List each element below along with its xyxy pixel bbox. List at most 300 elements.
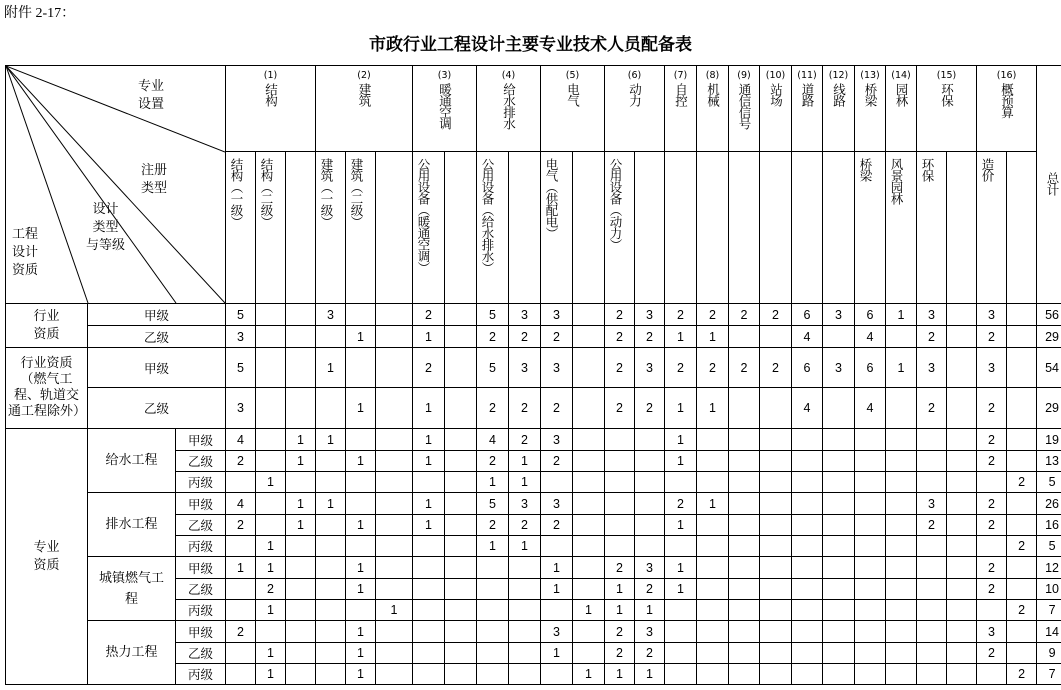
staff-count-cell <box>316 515 346 536</box>
staff-count-cell <box>605 472 635 493</box>
staff-count-cell <box>665 621 697 643</box>
industry-qualification-excl-cell <box>6 348 88 429</box>
staff-count-cell <box>445 451 477 472</box>
staff-count-cell <box>823 388 855 429</box>
staff-count-cell: 6 <box>855 304 886 326</box>
specialty-group-header <box>855 66 886 152</box>
staff-count-cell: 3 <box>541 429 573 451</box>
staff-count-cell <box>445 621 477 643</box>
staff-count-cell <box>729 536 760 557</box>
staff-count-cell <box>316 664 346 685</box>
staff-count-cell <box>823 621 855 643</box>
specialty-number: (1) <box>263 70 278 81</box>
registration-type-header <box>509 152 541 304</box>
staff-count-cell: 1 <box>541 643 573 664</box>
staff-count-cell: 2 <box>977 579 1007 600</box>
staff-count-cell <box>316 451 346 472</box>
staff-count-cell <box>760 326 792 348</box>
design-type-cell <box>88 557 176 621</box>
staff-count-cell: 4 <box>855 388 886 429</box>
staff-count-cell: 2 <box>697 348 729 388</box>
staff-count-cell <box>509 600 541 621</box>
staff-count-cell <box>760 621 792 643</box>
staff-count-cell: 2 <box>605 388 635 429</box>
staff-count-cell <box>413 643 445 664</box>
staff-count-cell: 3 <box>823 304 855 326</box>
staff-count-cell: 3 <box>316 304 346 326</box>
staff-count-cell <box>947 429 977 451</box>
staff-count-cell <box>605 429 635 451</box>
staff-count-cell: 3 <box>509 493 541 515</box>
specialty-label: 电气 <box>565 83 581 106</box>
staff-count-cell <box>635 429 665 451</box>
grade-cell: 乙级 <box>88 388 226 429</box>
staff-count-cell <box>792 451 823 472</box>
specialty-label: 道路 <box>800 83 816 106</box>
staff-count-cell <box>947 515 977 536</box>
staff-count-cell: 3 <box>635 621 665 643</box>
grade-cell: 乙级 <box>176 579 226 600</box>
staff-count-cell: 1 <box>256 600 286 621</box>
design-type-cell <box>88 429 176 493</box>
staff-count-cell: 3 <box>226 388 256 429</box>
design-type-label: 热力工程 <box>105 645 158 660</box>
staff-count-cell <box>509 579 541 600</box>
staff-count-cell: 6 <box>792 304 823 326</box>
staff-count-cell: 3 <box>541 493 573 515</box>
staff-count-cell <box>823 600 855 621</box>
staff-count-cell: 2 <box>1007 472 1037 493</box>
staff-count-cell <box>697 600 729 621</box>
grade-cell: 乙级 <box>88 326 226 348</box>
staff-count-cell <box>413 579 445 600</box>
staff-count-cell: 2 <box>977 643 1007 664</box>
staff-count-cell <box>226 643 256 664</box>
staff-count-cell <box>886 451 917 472</box>
staff-count-cell <box>792 621 823 643</box>
grade-cell: 乙级 <box>176 515 226 536</box>
staff-count-cell <box>541 472 573 493</box>
staff-count-cell <box>605 536 635 557</box>
staff-count-cell <box>855 536 886 557</box>
staff-count-cell <box>445 536 477 557</box>
staff-count-cell <box>729 451 760 472</box>
staff-count-cell <box>477 621 509 643</box>
registration-type-header <box>316 152 346 304</box>
total-cell: 19 <box>1037 429 1061 451</box>
staff-count-cell <box>917 621 947 643</box>
specialty-number: (7) <box>673 70 688 81</box>
staff-count-cell <box>792 664 823 685</box>
staff-count-cell <box>573 451 605 472</box>
staff-count-cell <box>697 664 729 685</box>
staff-count-cell <box>226 664 256 685</box>
staff-count-cell: 1 <box>346 643 376 664</box>
staff-count-cell: 1 <box>413 515 445 536</box>
staff-count-cell <box>886 472 917 493</box>
staff-count-cell <box>886 536 917 557</box>
staff-count-cell <box>823 472 855 493</box>
staff-count-cell <box>792 493 823 515</box>
staff-count-cell <box>256 348 286 388</box>
specialty-group-header <box>541 66 605 152</box>
registration-type-header <box>635 152 665 304</box>
staff-count-cell <box>697 451 729 472</box>
staff-count-cell: 2 <box>977 557 1007 579</box>
staff-count-cell <box>316 326 346 348</box>
staff-count-cell <box>376 621 413 643</box>
staff-count-cell <box>445 579 477 600</box>
specialty-label: 环保 <box>939 83 955 106</box>
staff-count-cell <box>445 515 477 536</box>
table-row <box>6 557 1061 579</box>
staff-count-cell <box>823 326 855 348</box>
registration-type-header <box>541 152 573 304</box>
specialty-label: 结构 <box>263 83 279 106</box>
staff-count-cell <box>605 493 635 515</box>
design-type-label: 给水工程 <box>105 453 158 468</box>
specialty-group-header <box>760 66 792 152</box>
staff-count-cell <box>855 472 886 493</box>
staff-count-cell <box>977 472 1007 493</box>
staff-count-cell <box>226 472 256 493</box>
staff-count-cell: 2 <box>1007 600 1037 621</box>
staff-count-cell: 2 <box>509 429 541 451</box>
staff-count-cell: 1 <box>286 515 316 536</box>
staff-count-cell <box>256 388 286 429</box>
staff-count-cell <box>286 304 316 326</box>
total-cell: 14 <box>1037 621 1061 643</box>
registration-type-label: 结构（一级） <box>229 158 245 227</box>
staff-count-cell <box>697 643 729 664</box>
staff-count-cell: 2 <box>477 451 509 472</box>
specialty-label: 园林 <box>894 83 910 106</box>
staff-count-cell: 1 <box>573 664 605 685</box>
specialty-group-header <box>605 66 665 152</box>
staff-count-cell: 3 <box>541 348 573 388</box>
staff-count-cell <box>286 664 316 685</box>
staff-count-cell: 4 <box>477 429 509 451</box>
staff-count-cell: 1 <box>346 388 376 429</box>
staff-count-cell <box>792 429 823 451</box>
staff-count-cell <box>376 429 413 451</box>
staff-count-cell <box>376 664 413 685</box>
staff-count-cell <box>413 472 445 493</box>
staff-count-cell <box>947 348 977 388</box>
staff-count-cell <box>697 579 729 600</box>
staff-count-cell <box>760 451 792 472</box>
staff-count-cell <box>376 493 413 515</box>
staff-count-cell <box>977 664 1007 685</box>
staff-count-cell <box>947 536 977 557</box>
staff-count-cell <box>697 621 729 643</box>
staff-count-cell: 2 <box>977 429 1007 451</box>
staff-count-cell <box>445 326 477 348</box>
professional-qualification-label: 专业 资质 <box>33 539 60 573</box>
staff-count-cell: 6 <box>792 348 823 388</box>
staff-count-cell: 2 <box>665 493 697 515</box>
registration-type-header <box>226 152 256 304</box>
specialty-number: (13) <box>860 70 880 81</box>
staff-count-cell <box>541 536 573 557</box>
total-cell: 7 <box>1037 600 1061 621</box>
staff-count-cell <box>509 621 541 643</box>
registration-type-header <box>286 152 316 304</box>
staff-count-cell <box>413 600 445 621</box>
specialty-group-header <box>917 66 977 152</box>
total-label: 总计 <box>1045 171 1061 195</box>
registration-type-header <box>947 152 977 304</box>
staff-count-cell <box>1007 579 1037 600</box>
staff-count-cell: 2 <box>605 621 635 643</box>
staff-count-cell <box>573 621 605 643</box>
staff-count-cell <box>855 579 886 600</box>
specialty-label: 暖通空调 <box>437 83 453 129</box>
staff-count-cell <box>886 326 917 348</box>
staff-count-cell: 1 <box>477 536 509 557</box>
staff-count-cell <box>635 451 665 472</box>
staff-count-cell <box>316 600 346 621</box>
staff-count-cell <box>947 493 977 515</box>
specialty-number: (11) <box>797 70 817 81</box>
staff-count-cell: 2 <box>509 326 541 348</box>
staff-count-cell: 1 <box>509 472 541 493</box>
staff-count-cell: 2 <box>977 493 1007 515</box>
staff-count-cell: 2 <box>226 515 256 536</box>
staff-count-cell: 3 <box>823 348 855 388</box>
staff-count-cell: 3 <box>541 304 573 326</box>
staff-count-cell: 3 <box>917 348 947 388</box>
staff-count-cell <box>256 451 286 472</box>
staff-count-cell <box>947 579 977 600</box>
registration-type-label: 造价 <box>980 158 996 181</box>
staff-count-cell <box>760 493 792 515</box>
staff-count-cell: 2 <box>541 515 573 536</box>
staff-count-cell <box>635 536 665 557</box>
staff-count-cell <box>823 493 855 515</box>
registration-type-header <box>760 152 792 304</box>
staff-count-cell <box>509 664 541 685</box>
staff-count-cell <box>1007 643 1037 664</box>
staff-count-cell <box>573 515 605 536</box>
staff-count-cell <box>316 557 346 579</box>
staff-count-cell <box>823 579 855 600</box>
grade-cell: 甲级 <box>176 429 226 451</box>
table-row <box>6 348 1061 388</box>
staff-count-cell <box>977 536 1007 557</box>
staff-count-cell: 2 <box>541 388 573 429</box>
staff-count-cell <box>886 621 917 643</box>
staff-count-cell <box>947 472 977 493</box>
staff-count-cell: 3 <box>977 304 1007 326</box>
staff-count-cell <box>316 536 346 557</box>
staff-count-cell <box>855 621 886 643</box>
registration-type-label: 公用设备（暖通空调） <box>416 158 432 273</box>
staff-count-cell <box>760 643 792 664</box>
staff-count-cell <box>376 326 413 348</box>
registration-type-label: 公用设备（给水排水） <box>480 158 496 273</box>
staff-count-cell <box>346 472 376 493</box>
staff-count-cell <box>445 600 477 621</box>
staff-count-cell <box>1007 348 1037 388</box>
staff-count-cell <box>256 493 286 515</box>
staff-count-cell <box>477 600 509 621</box>
staff-count-cell <box>226 579 256 600</box>
staff-count-cell <box>573 536 605 557</box>
registration-type-label: 电气（供配电） <box>544 158 560 239</box>
specialty-group-header <box>413 66 477 152</box>
staff-count-cell <box>729 493 760 515</box>
staff-count-cell: 3 <box>541 621 573 643</box>
staff-count-cell <box>886 493 917 515</box>
staff-count-cell <box>886 388 917 429</box>
staff-count-cell: 1 <box>346 621 376 643</box>
grade-cell: 乙级 <box>176 451 226 472</box>
total-cell: 12 <box>1037 557 1061 579</box>
specialty-number: (6) <box>627 70 642 81</box>
staff-count-cell <box>376 557 413 579</box>
staff-count-cell: 2 <box>541 451 573 472</box>
registration-type-label: 桥梁 <box>858 158 874 181</box>
staff-count-cell <box>760 536 792 557</box>
staff-count-cell <box>346 493 376 515</box>
staff-count-cell: 1 <box>413 451 445 472</box>
registration-type-label: 风景园林 <box>889 158 905 204</box>
staff-count-cell: 6 <box>855 348 886 388</box>
staff-count-cell <box>286 536 316 557</box>
registration-type-label: 结构（二级） <box>259 158 275 227</box>
staff-count-cell <box>917 429 947 451</box>
registration-type-header <box>256 152 286 304</box>
staff-count-cell: 2 <box>635 388 665 429</box>
staff-count-cell <box>886 429 917 451</box>
registration-type-header <box>697 152 729 304</box>
staff-count-cell: 1 <box>605 579 635 600</box>
staff-count-cell <box>729 664 760 685</box>
specialty-group-header <box>226 66 316 152</box>
staff-count-cell <box>413 664 445 685</box>
staff-count-cell <box>729 600 760 621</box>
total-header <box>1037 66 1061 304</box>
staff-count-cell <box>376 643 413 664</box>
total-cell: 16 <box>1037 515 1061 536</box>
grade-cell: 甲级 <box>88 304 226 326</box>
staff-count-cell <box>286 600 316 621</box>
staff-count-cell: 2 <box>1007 536 1037 557</box>
specialty-number: (14) <box>891 70 911 81</box>
staff-count-cell: 2 <box>635 326 665 348</box>
staff-count-cell <box>823 557 855 579</box>
staff-count-cell <box>573 326 605 348</box>
specialty-label: 机械 <box>705 83 721 106</box>
staff-count-cell: 2 <box>760 348 792 388</box>
staff-count-cell: 2 <box>509 515 541 536</box>
staff-count-cell <box>917 557 947 579</box>
registration-type-header <box>665 152 697 304</box>
staff-count-cell: 1 <box>256 664 286 685</box>
staff-count-cell <box>1007 388 1037 429</box>
staff-count-cell: 1 <box>346 451 376 472</box>
staff-count-cell: 2 <box>413 348 445 388</box>
registration-type-header <box>977 152 1007 304</box>
registration-type-label: 建筑（一级） <box>319 158 335 227</box>
registration-type-header <box>917 152 947 304</box>
staff-count-cell <box>917 600 947 621</box>
specialty-group-header <box>792 66 823 152</box>
staff-count-cell <box>665 472 697 493</box>
staff-count-cell <box>376 579 413 600</box>
staff-count-cell: 2 <box>917 515 947 536</box>
staff-count-cell <box>573 493 605 515</box>
registration-type-label: 公用设备（动力） <box>608 158 624 250</box>
staff-count-cell <box>947 643 977 664</box>
grade-cell: 丙级 <box>176 600 226 621</box>
staff-count-cell: 1 <box>256 643 286 664</box>
staff-count-cell <box>635 472 665 493</box>
staff-count-cell: 1 <box>541 557 573 579</box>
staff-count-cell: 1 <box>286 429 316 451</box>
staff-count-cell <box>445 472 477 493</box>
staff-count-cell <box>541 664 573 685</box>
registration-type-header <box>855 152 886 304</box>
staff-count-cell <box>792 579 823 600</box>
staff-count-cell: 2 <box>605 643 635 664</box>
staff-count-cell: 5 <box>226 304 256 326</box>
staff-count-cell <box>509 557 541 579</box>
staff-count-cell: 1 <box>286 493 316 515</box>
staff-count-cell: 1 <box>605 600 635 621</box>
staff-count-cell <box>256 326 286 348</box>
staff-count-cell <box>541 600 573 621</box>
staff-count-cell <box>917 643 947 664</box>
specialty-label: 自控 <box>673 83 689 106</box>
specialty-number: (10) <box>765 70 786 81</box>
table-row <box>6 621 1061 643</box>
staff-count-cell <box>760 600 792 621</box>
staff-count-cell: 1 <box>346 515 376 536</box>
staff-count-cell <box>477 643 509 664</box>
staff-count-cell: 5 <box>226 348 256 388</box>
staff-count-cell <box>855 600 886 621</box>
staff-count-cell: 1 <box>665 515 697 536</box>
staff-count-cell: 2 <box>256 579 286 600</box>
registration-type-header <box>445 152 477 304</box>
staff-count-cell <box>760 579 792 600</box>
staff-count-cell <box>376 515 413 536</box>
grade-cell: 甲级 <box>176 493 226 515</box>
staff-count-cell: 2 <box>917 388 947 429</box>
staff-count-cell <box>792 557 823 579</box>
staff-count-cell: 2 <box>977 451 1007 472</box>
grade-cell: 甲级 <box>176 557 226 579</box>
staff-count-cell <box>286 557 316 579</box>
specialty-group-header <box>665 66 697 152</box>
staff-count-cell <box>256 621 286 643</box>
staff-count-cell <box>1007 326 1037 348</box>
design-type-cell <box>88 621 176 685</box>
staff-count-cell: 2 <box>477 326 509 348</box>
staffing-table <box>5 65 1061 685</box>
staff-count-cell <box>346 536 376 557</box>
total-cell: 29 <box>1037 388 1061 429</box>
staff-count-cell: 2 <box>477 388 509 429</box>
specialty-group-header <box>477 66 541 152</box>
staff-count-cell <box>605 451 635 472</box>
specialty-number: (9) <box>737 70 751 81</box>
staff-count-cell: 3 <box>509 304 541 326</box>
grade-cell: 甲级 <box>176 621 226 643</box>
registration-type-header <box>792 152 823 304</box>
